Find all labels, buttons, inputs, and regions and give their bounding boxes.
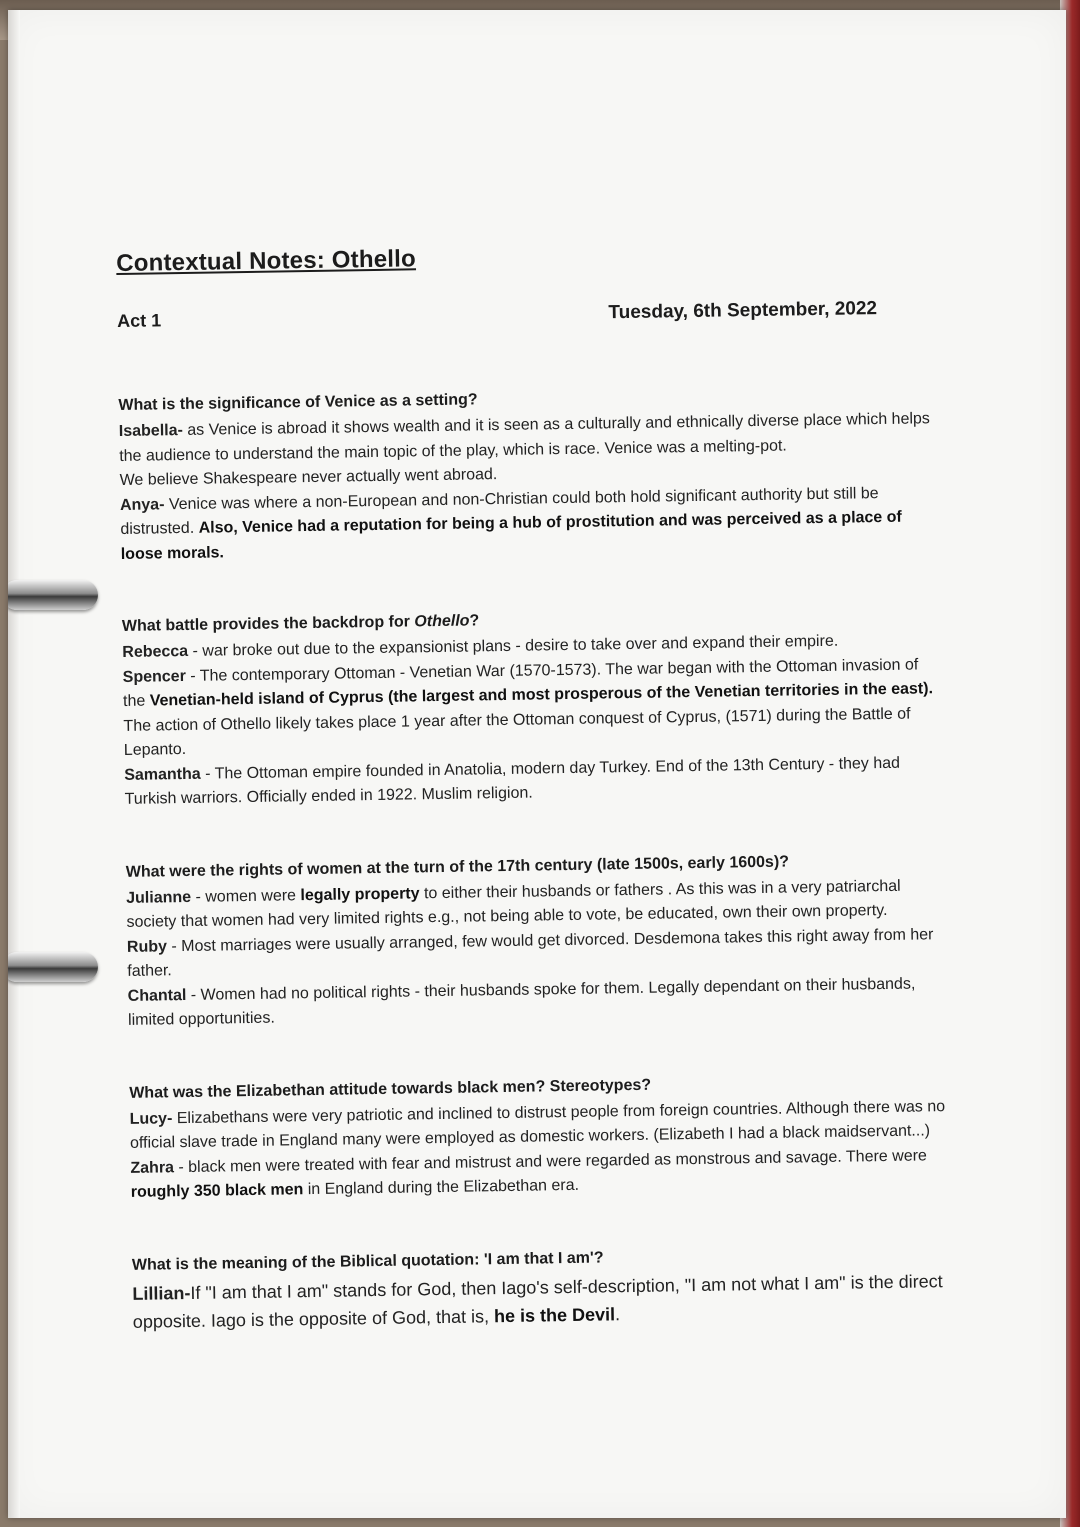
answer-text (123, 653, 944, 764)
answer-body: If "I am that I am" stands for God, then Iago's self-description, "I am not what I am" is the direct opposite. Iago is the opposite of God, that is, (132, 1270, 943, 1332)
notes-page (8, 10, 1066, 1518)
question-text: What battle provides the backdrop for (121, 613, 415, 635)
question-italic: Othello (414, 612, 470, 631)
student-name: Anya- (119, 495, 165, 514)
page-fold-shadow (8, 10, 20, 1518)
question-text: ? (469, 612, 480, 630)
question-heading: What were the rights of women at the turn of the 17th century (late 1500s, early 1600s)? (125, 853, 790, 881)
answer-body: - war broke out due to the expansionist plans - desire to take over and expand their empire. (188, 632, 839, 660)
question-block-battle (122, 602, 945, 812)
student-name: Ruby (126, 937, 168, 956)
answer-body: - Most marriages were usually arranged, few would get divorced. Desdemona takes this right away from her father. (127, 925, 934, 980)
answer-body: We believe Shakespeare never actually went abroad. (119, 466, 498, 489)
answer-body: Elizabethans were very patriotic and inclined to distrust people from foreign countries. Although there was no official slave trade in England many were employed as domestic workers. (Elizabeth I had a black maidservant...) (129, 1097, 946, 1152)
student-name: Chantal (127, 986, 187, 1005)
act-label: Act 1 (116, 309, 162, 331)
student-name: Samantha (124, 765, 201, 784)
question-heading: What is the meaning of the Biblical quotation: 'I am that I am'? (131, 1248, 604, 1274)
answer-emphasis: Also, Venice had a reputation for being a hub of prostitution and was perceived as a place of loose morals. (120, 508, 902, 563)
student-name: Zahra (130, 1158, 175, 1177)
date-label: Tuesday, 6th September, 2022 (608, 298, 878, 324)
answer-body: Venice was where a non-European and non-Christian could both hold significant authority but still be distrusted. (120, 484, 879, 538)
answer-body: . (614, 1303, 621, 1324)
student-name: Julianne (126, 888, 192, 907)
student-name: Lucy- (129, 1109, 173, 1128)
answer-body: The action of Othello likely takes place 1 year after the Ottoman conquest of Cyprus, (1571) during the Battle of Lepanto. (123, 705, 911, 759)
binder-ring-icon (8, 952, 98, 982)
student-name: Rebecca (122, 642, 189, 661)
answer-emphasis: legally property (300, 884, 420, 904)
answer-emphasis: he is the Devil (493, 1303, 616, 1326)
answer-body: - black men were treated with fear and mistrust and were regarded as monstrous and savage. There were (173, 1146, 928, 1176)
answer-body: in England during the Elizabethan era. (303, 1176, 580, 1199)
student-name: Lillian- (132, 1282, 191, 1304)
answer-emphasis: Venetian-held island of Cyprus (the largest and most prosperous of the Venetian territories in the east). (149, 680, 934, 710)
answer-body: to either their husbands or fathers . As this was in a very patriarchal society that women had very limited rights e.g., not being able to vote, be educated, own their own property. (126, 877, 901, 931)
page-title: Contextual Notes: Othello (116, 245, 417, 277)
question-block-women-rights (126, 848, 949, 1034)
meta-row (117, 297, 937, 332)
answer-body: - The Ottoman empire founded in Anatolia, modern day Turkey. End of the 13th Century - they had Turkish warriors. Officially ended in 1922. Muslim religion. (124, 754, 901, 808)
question-heading: What was the Elizabethan attitude towards black men? Stereotypes? (129, 1076, 652, 1102)
answer-body: - women were (190, 886, 301, 906)
answer-body: as Venice is abroad it shows wealth and it is seen as a culturally and ethnically diverse place which helps the audience to understand the main topic of the play, which is race. Venice was a melting-pot. (119, 410, 930, 465)
answer-emphasis: roughly 350 black men (130, 1181, 304, 1201)
question-block-venice (118, 381, 941, 567)
answer-text (132, 1266, 953, 1335)
answer-body: - The contemporary Ottoman - Venetian War (1570-1573). The war began with the Ottoman invasion of the (122, 655, 919, 710)
student-name: Isabella- (118, 421, 184, 440)
student-name: Spencer (122, 667, 186, 686)
question-block-biblical (132, 1240, 953, 1335)
notes-content (116, 237, 954, 1383)
answer-text (120, 481, 941, 567)
question-block-attitudes (129, 1069, 951, 1206)
binder-ring-icon (8, 580, 98, 610)
question-heading: What is the significance of Venice as a setting? (118, 391, 478, 414)
answer-body: - Women had no political rights - their husbands spoke for them. Legally dependant on their husbands, limited opportunities. (127, 975, 916, 1029)
